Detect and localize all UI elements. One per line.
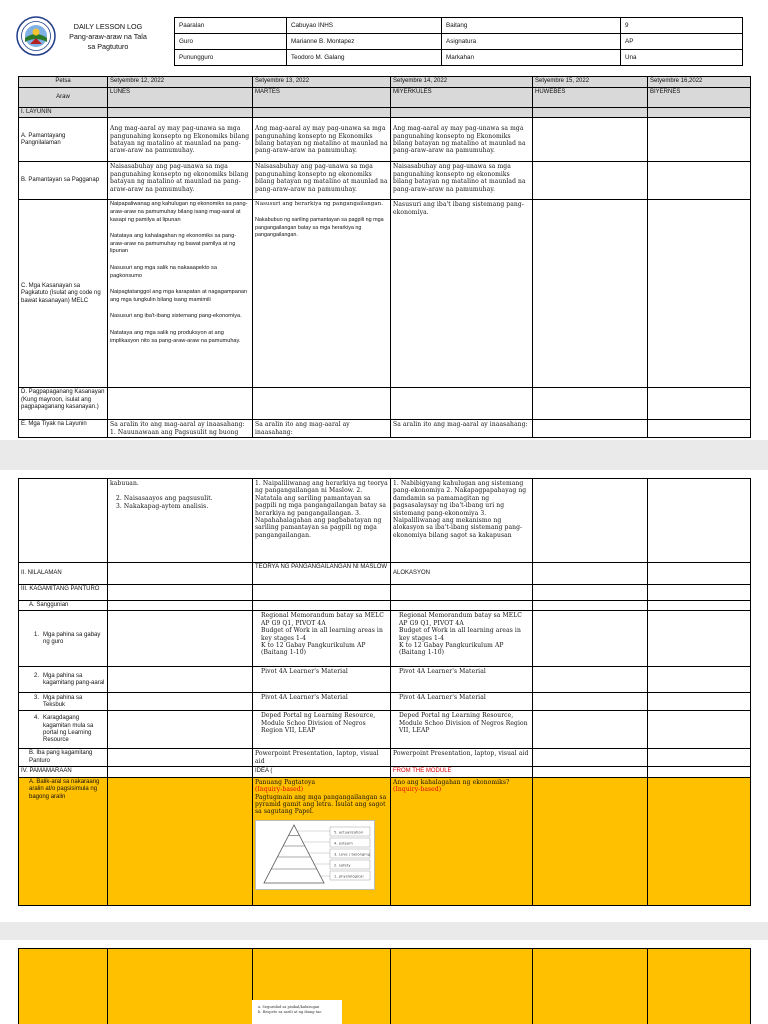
item-label: Mga pahina sa gabay ng guro <box>43 631 101 645</box>
layunin-heading-row <box>19 108 751 118</box>
content-cell: Powerpoint Presentation, laptop, visual aid <box>391 749 533 767</box>
empty-cell <box>648 118 751 162</box>
empty-cell <box>533 767 648 777</box>
content-cell: Naisasabuhay ang pag-unawa sa mga pangunahing konsepto ng ekonomiks bilang batayan ng matalino at maunlad na pang-araw-araw na pamumuhay. <box>108 162 253 200</box>
header-label: Baitang <box>442 18 621 34</box>
empty-cell <box>648 200 751 388</box>
content-cell <box>108 200 253 388</box>
empty-cell <box>253 388 391 420</box>
item-number: 4. <box>33 715 39 722</box>
empty-cell <box>391 585 533 601</box>
content-cell: Powerpoint Presentation, laptop, visual aid <box>253 749 391 767</box>
empty-cell <box>108 711 253 749</box>
empty-cell <box>108 777 253 905</box>
row-label <box>19 711 108 749</box>
header-value: 9 <box>621 18 743 34</box>
empty-cell <box>533 563 648 585</box>
content-cell <box>391 611 533 667</box>
objective-item: kabuuan. <box>110 480 139 487</box>
pamantayang-pangnilalaman-row <box>19 118 751 162</box>
nilalaman-row <box>19 563 751 585</box>
empty-cell <box>648 479 751 563</box>
empty-cell <box>533 749 648 767</box>
objective-item: 2. Naisasaayos ang pagsusulit. <box>116 495 213 503</box>
tiyak-na-layunin-row <box>19 420 751 438</box>
header-row-principal <box>175 50 743 66</box>
row-label: A. Pamantayang Pangnilalaman <box>19 118 108 162</box>
date-cell: Setyembre 12, 2022 <box>108 77 253 88</box>
empty-cell <box>648 108 751 118</box>
content-cell: Deped Portal ng Learning Resource, Module Schoo Division of Negros Region VII, LEAP <box>253 711 391 749</box>
learning-resource-row <box>19 711 751 749</box>
empty-cell <box>533 611 648 667</box>
empty-cell <box>391 949 533 1024</box>
empty-cell <box>648 777 751 905</box>
empty-cell <box>108 601 253 611</box>
pamamaraan-row <box>19 767 751 777</box>
days-row <box>19 88 751 108</box>
content-cell <box>108 479 253 563</box>
melc-item: Nakabubuo ng sariling pamantayan sa pagpili ng mga pangangailangan batay sa mga herarkiya ng pangangailangan. <box>255 217 384 238</box>
empty-cell <box>108 611 253 667</box>
header-row-teacher <box>175 34 743 50</box>
kagamitang-panturo-row <box>19 585 751 601</box>
empty-cell <box>648 585 751 601</box>
content-cell: Pivot 4A Learner's Material <box>253 693 391 711</box>
empty-cell <box>533 711 648 749</box>
empty-cell <box>391 601 533 611</box>
empty-cell <box>253 601 391 611</box>
empty-cell <box>533 479 648 563</box>
empty-cell <box>253 585 391 601</box>
activity-continued-row <box>19 949 751 1024</box>
pyramid-level: 3. Love / belonging <box>334 852 371 857</box>
header-value: Una <box>621 50 743 66</box>
objective-item: 3. Nakakapag-aytem analisis. <box>116 502 209 510</box>
content-cell: Pivot 4A Learner's Material <box>391 693 533 711</box>
header-label: Guro <box>175 34 287 50</box>
empty-cell <box>648 563 751 585</box>
melc-item: Naipagtatanggol ang mga karapatan at nagagampanan ang mga tungkulin bilang isang mamimili <box>110 289 248 303</box>
empty-cell <box>648 693 751 711</box>
melc-item: Nasusuri ang herarkiya ng pangangailangan. <box>255 201 384 208</box>
row-label: II. NILALAMAN <box>19 563 108 585</box>
day-name: BIYERNES <box>648 88 751 108</box>
date-cell: Setyembre 13, 2022 <box>253 77 391 88</box>
empty-cell <box>648 601 751 611</box>
content-cell: Naisasabuhay ang pag-unawa sa mga pangunahing konsepto ng ekonomiks bilang batayan ng matalino at maunlad na pang-araw-araw na pamumuhay. <box>253 162 391 200</box>
empty-cell <box>108 949 253 1024</box>
content-cell: 1. Naipaliliwanag ang herarkiya ng teorya ng pangangailangan ni Maslow. 2. Natatala ang sariling pamantayan sa pagpili ng mga pangangailangan batay sa herarkiya ng pangangailangan. 3. Napahahalagahan ang pagbabatayan ng sariling pamantayan sa pagpili ng mga pangangailangan. <box>253 479 391 563</box>
reference-item: K to 12 Gabay Pangkurikulum AP (Baitang 1-10) <box>399 642 504 657</box>
item-number: 3. <box>33 694 39 701</box>
empty-cell <box>533 388 648 420</box>
deped-seal-icon <box>16 16 56 56</box>
empty-cell <box>391 388 533 420</box>
empty-cell <box>648 420 751 438</box>
lesson-table-page-2 <box>18 478 751 906</box>
header-row-school <box>175 18 743 34</box>
header-value: Teodoro M. Galang <box>287 50 442 66</box>
empty-cell <box>648 749 751 767</box>
pamantayan-sa-pagganap-row <box>19 162 751 200</box>
empty-cell <box>108 563 253 585</box>
petsa-label: Petsa <box>19 77 108 88</box>
content-cell: Naisasabuhay ang pag-unawa sa mga pangunahing konsepto ng ekonomiks bilang batayan ng matalino at maunlad na pang-araw-araw na pamumuhay. <box>391 162 533 200</box>
header-value: Cabuyao INHS <box>287 18 442 34</box>
content-cell: ALOKASYON <box>391 563 533 585</box>
iba-pang-kagamitan-row <box>19 749 751 767</box>
header-label: Punungguro <box>175 50 287 66</box>
empty-cell <box>533 601 648 611</box>
empty-cell <box>391 108 533 118</box>
empty-cell <box>648 949 751 1024</box>
empty-cell <box>533 949 648 1024</box>
content-cell <box>253 611 391 667</box>
empty-cell <box>533 693 648 711</box>
reference-item: Budget of Work in all learning areas in key stages 1-4 <box>399 627 521 642</box>
melc-item: Naipapaliwanag ang kahulugan ng ekonomiks sa pang-araw-araw na pamumuhay bilang isang mag-aaral at kasapi ng pamilya at lipunan <box>110 201 248 223</box>
item-label: Mga pahina sa kagamitang pang-aaral <box>43 672 105 686</box>
empty-cell <box>108 693 253 711</box>
header-value: AP <box>621 34 743 50</box>
row-label: D. Pagpapaganang Kasanayan (Kung mayroon, isulat ang pagpapaganang kasanayan.) <box>19 388 108 420</box>
content-cell: Ang mag-aaral ay may pag-unawa sa mga pangunahing konsepto ng Ekonomiks bilang batayan ng matalino at maunlad na pang-araw-araw na pamumuhay. <box>391 118 533 162</box>
empty-cell <box>108 388 253 420</box>
balik-aral-row <box>19 777 751 905</box>
day-name: HUWEBES <box>533 88 648 108</box>
lesson-log-page-1 <box>0 0 768 440</box>
empty-cell <box>108 667 253 693</box>
araw-label: Araw <box>19 88 108 108</box>
empty-cell <box>253 108 391 118</box>
header-info-table <box>174 17 743 66</box>
activity-type: (Inquiry-based) <box>255 786 304 794</box>
empty-cell <box>19 479 108 563</box>
objectives-continued-row <box>19 479 751 563</box>
empty-cell <box>648 767 751 777</box>
content-cell: 1. Nabibigyang kahulugan ang sistemang pang-ekonomiya 2. Nakapagpapahayag ng damdamin sa pamamagitan ng pagsasalaysay ng iba't-ibang uri ng sistemang pang-ekonomiya 3. Naipaliliwanag ang mekanismo ng alokasyon sa iba't-ibang sistemang pang-ekonomiya bilang sagot sa kakapusan <box>391 479 533 563</box>
empty-cell <box>533 667 648 693</box>
header-label: Asignatura <box>442 34 621 50</box>
reference-item: Regional Memorandum batay sa MELC AP G9 Q1, PIVOT 4A <box>261 612 384 627</box>
row-label: A. Balik-aral sa nakaraang aralin at/o pagsisimula ng bagong aralin <box>19 777 108 905</box>
date-cell: Setyembre 15, 2022 <box>533 77 648 88</box>
maslow-pyramid-image <box>255 820 375 890</box>
empty-cell <box>19 949 108 1024</box>
content-cell: FROM THE MODULE <box>391 767 533 777</box>
content-cell: Nasusuri ang iba't ibang sistemang pang-ekonomiya. <box>391 200 533 388</box>
log-title <box>56 22 160 52</box>
layunin-heading: I. LAYUNIN <box>19 108 108 118</box>
title-line-2: Pang-araw-araw na Tala <box>69 32 147 41</box>
gabay-ng-guro-row <box>19 611 751 667</box>
empty-cell <box>533 108 648 118</box>
empty-cell <box>648 711 751 749</box>
empty-cell <box>108 767 253 777</box>
melc-item: Nasusuri ang mga salik na nakaaapekto sa pagkonsumo <box>110 264 217 279</box>
note-item: b. Respeto sa sarili at ng ibang tao <box>258 1009 322 1014</box>
pyramid-level: 1. physiological <box>334 874 364 879</box>
melc-item: Nasusuri ang iba't-ibang sistemang pang-ekonomiya. <box>110 313 242 320</box>
row-label <box>19 693 108 711</box>
day-name: MARTES <box>253 88 391 108</box>
melc-item: Natataya ang mga salik ng produksyon at ang implikasyon nito sa pang-araw-araw na pamumuhay. <box>110 329 241 344</box>
empty-cell <box>648 667 751 693</box>
empty-cell <box>533 200 648 388</box>
row-label <box>19 611 108 667</box>
reference-item: Regional Memorandum batay sa MELC AP G9 Q1, PIVOT 4A <box>399 612 522 627</box>
document-header <box>6 12 746 66</box>
activity-question: Ano ang kahalagahan ng ekonomiks? <box>393 778 510 786</box>
teksbuk-row <box>19 693 751 711</box>
day-name: LUNES <box>108 88 253 108</box>
content-cell <box>253 200 391 388</box>
item-number: 1. <box>33 631 39 638</box>
activity-type: (Inquiry-based) <box>393 786 442 794</box>
activity-instructions: Pagtugmain ang mga pangangailangan sa pyramid gamit ang letra. Isulat ang sagot sa sagutang Papel. <box>255 793 387 816</box>
pyramid-level: 4. esteem <box>334 841 353 846</box>
empty-cell <box>648 162 751 200</box>
row-label: C. Mga Kasanayan sa Pagkatuto (Isulat ang code ng bawat kasanayan) MELC <box>19 200 108 388</box>
empty-cell <box>533 420 648 438</box>
empty-cell <box>108 108 253 118</box>
header-value: Marianne B. Montapez <box>287 34 442 50</box>
content-cell: Pivot 4A Learner's Material <box>391 667 533 693</box>
content-cell: TEORYA NG PANGANGAILANGAN NI MASLOW <box>253 563 391 585</box>
melc-item: Natataya ang kahalagahan ng ekonomiks sa pang-araw-araw na pamumuhay ng bawat pamilya at ng lipunan <box>110 233 237 255</box>
empty-cell <box>108 749 253 767</box>
content-cell: Deped Portal ng Learning Resource, Module Schoo Division of Negros Region VII, LEAP <box>391 711 533 749</box>
item-label: Mga pahina sa Teksbuk <box>43 694 83 708</box>
empty-cell <box>533 777 648 905</box>
pyramid-icon <box>256 821 374 889</box>
date-cell: Setyembre 16,2022 <box>648 77 751 88</box>
row-label: A. Sanggunian <box>19 601 108 611</box>
row-label: B. Iba pang kagamitang Panturo <box>19 749 108 767</box>
lesson-log-page-2 <box>0 470 768 922</box>
item-label: Karagdagang kagamitan mula sa portal ng Learning Resource <box>43 715 94 744</box>
kasanayan-sa-pagkatuto-row <box>19 200 751 388</box>
lesson-log-page-3 <box>0 940 768 1024</box>
content-cell: IDEA ( <box>253 767 391 777</box>
content-cell: Pivot 4A Learner's Material <box>253 667 391 693</box>
content-cell: Ang mag-aaral ay may pag-unawa sa mga pangunahing konsepto ng Ekonomiks bilang batayan ng matalino at maunlad na pang-araw-araw na pamumuhay. <box>108 118 253 162</box>
title-line-3: sa Pagtuturo <box>87 42 129 51</box>
content-cell: Sa aralin ito ang mag-aaral ay inaasahang: 1. Nauunawaan ang Pagsusulit ng buong <box>108 420 253 438</box>
header-label: Markahan <box>442 50 621 66</box>
content-cell: Sa aralin ito ang mag-aaral ay inaasahang: <box>391 420 533 438</box>
title-line-1: DAILY LESSON LOG <box>73 22 143 31</box>
reference-item: K to 12 Gabay Pangkurikulum AP (Baitang 1-10) <box>261 642 366 657</box>
empty-cell <box>533 585 648 601</box>
note-item: a. Seguridad sa pisikal/kalusugan <box>258 1005 320 1009</box>
content-cell: Sa aralin ito ang mag-aaral ay inaasahang: <box>253 420 391 438</box>
empty-cell <box>533 118 648 162</box>
empty-cell <box>648 611 751 667</box>
row-label: E. Mga Tiyak na Layunin <box>19 420 108 438</box>
date-cell: Setyembre 14, 2022 <box>391 77 533 88</box>
pyramid-level: 2. safety <box>334 863 351 868</box>
row-label: IV. PAMAMARAAN <box>19 767 108 777</box>
day-name: MIYERKULES <box>391 88 533 108</box>
pagpapaganang-kasanayan-row <box>19 388 751 420</box>
dates-row <box>19 77 751 88</box>
content-cell: Ang mag-aaral ay may pag-unawa sa mga pangunahing konsepto ng Ekonomiks bilang batayan ng matalino at maunlad na pang-araw-araw na pamumuhay. <box>253 118 391 162</box>
header-label: Paaralan <box>175 18 287 34</box>
empty-cell <box>533 162 648 200</box>
item-number: 2. <box>33 672 39 679</box>
kagamitang-pang-aaral-row <box>19 667 751 693</box>
lesson-table-page-3 <box>18 948 751 1024</box>
lesson-table-page-1 <box>18 76 751 438</box>
content-cell <box>253 777 391 905</box>
embedded-note-image <box>252 1000 342 1024</box>
pyramid-level: 5. actualization <box>334 830 364 835</box>
reference-item: Budget of Work in all learning areas in key stages 1-4 <box>261 627 383 642</box>
row-label <box>19 667 108 693</box>
activity-title: Panuang Pagtatoya <box>255 778 316 786</box>
row-label: B. Pamantayan sa Pagganap <box>19 162 108 200</box>
sanggunian-row <box>19 601 751 611</box>
empty-cell <box>648 388 751 420</box>
empty-cell <box>108 585 253 601</box>
content-cell <box>391 777 533 905</box>
row-label: III. KAGAMITANG PANTURO <box>19 585 108 601</box>
